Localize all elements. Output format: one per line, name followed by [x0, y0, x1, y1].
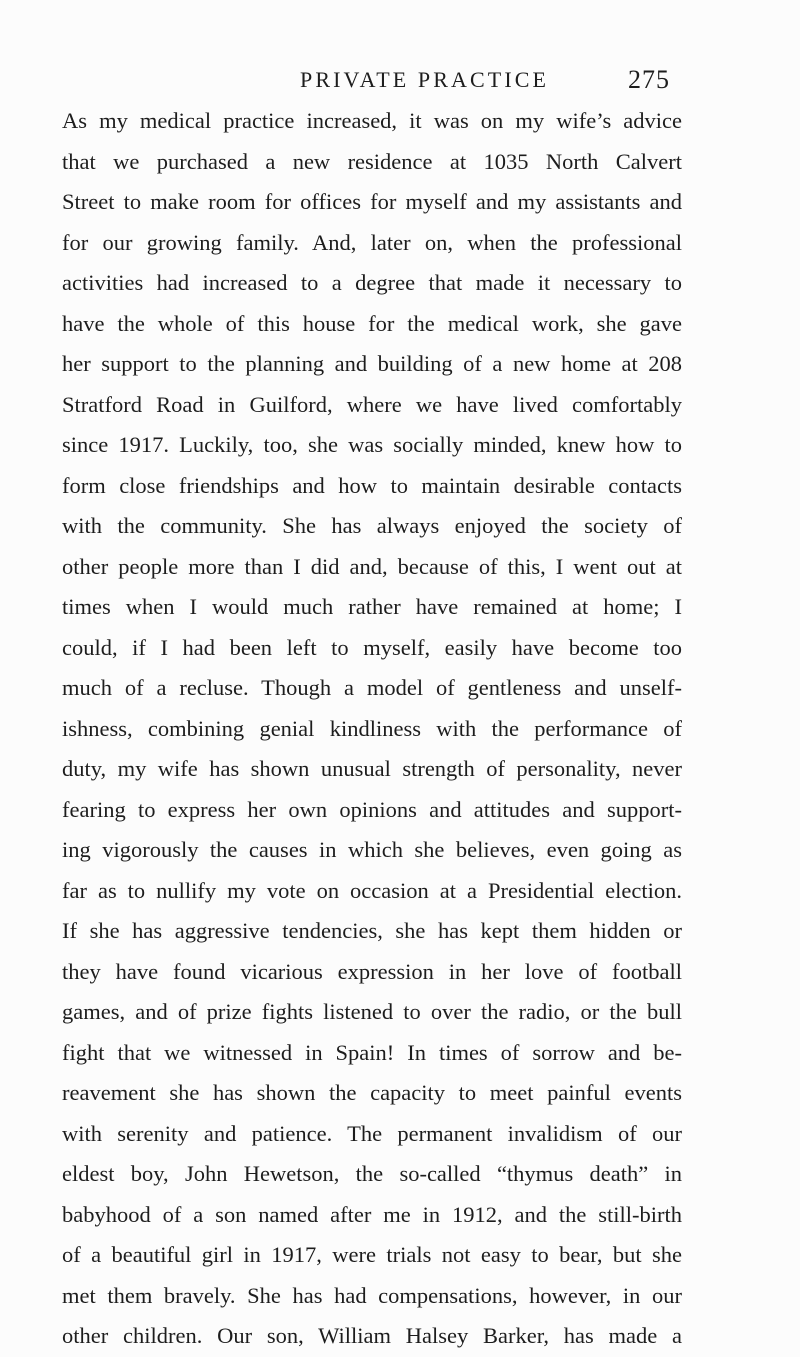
text-line: met them bravely. She has had compensations, however, in our — [62, 1282, 682, 1308]
text-line: form close friendships and how to maintain desirable contacts — [62, 472, 682, 498]
text-line: If she has aggressive tendencies, she has kept them hidden or — [62, 918, 682, 943]
text-line: could, if I had been left to myself, easily have become too — [62, 634, 682, 660]
text-line: her support to the planning and building of a new home at 208 — [62, 351, 682, 376]
text-line: other children. Our son, William Halsey Barker, has made a — [62, 1323, 682, 1348]
text-line: babyhood of a son named after me in 1912, and the still-birth — [62, 1201, 682, 1227]
text-line: that we purchased a new residence at 1035 North Calvert — [62, 148, 682, 174]
text-line: since 1917. Luckily, too, she was socially minded, knew how to — [62, 432, 682, 457]
text-line: much of a recluse. Though a model of gentleness and unself- — [62, 675, 682, 700]
text-line: ishness, combining genial kindliness with the performance of — [62, 715, 682, 741]
body-text — [62, 101, 682, 1357]
text-line: with the community. She has always enjoyed the society of — [62, 513, 682, 538]
text-line: games, and of prize fights listened to over the radio, or the bull — [62, 999, 682, 1024]
text-line: Stratford Road in Guilford, where we have lived comfortably — [62, 391, 682, 417]
text-line: fight that we witnessed in Spain! In times of sorrow and be- — [62, 1039, 682, 1065]
text-line: with serenity and patience. The permanent invalidism of our — [62, 1120, 682, 1146]
text-line: have the whole of this house for the medical work, she gave — [62, 310, 682, 336]
running-head — [0, 60, 800, 100]
text-line: ing vigorously the causes in which she believes, even going as — [62, 837, 682, 862]
text-line: they have found vicarious expression in her love of football — [62, 958, 682, 984]
text-line: far as to nullify my vote on occasion at a Presidential election. — [62, 877, 682, 903]
text-line: As my medical practice increased, it was on my wife’s advice — [62, 108, 682, 133]
page-number: 275 — [628, 65, 670, 94]
text-line: of a beautiful girl in 1917, were trials not easy to bear, but she — [62, 1242, 682, 1267]
text-line: eldest boy, John Hewetson, the so-called “thymus death” in — [62, 1161, 682, 1186]
text-line: reavement she has shown the capacity to meet painful events — [62, 1080, 682, 1105]
text-line: times when I would much rather have remained at home; I — [62, 594, 682, 619]
text-line: other people more than I did and, because of this, I went out at — [62, 553, 682, 579]
text-line: Street to make room for offices for myself and my assistants and — [62, 189, 682, 214]
text-line: duty, my wife has shown unusual strength of personality, never — [62, 756, 682, 781]
running-head-title: PRIVATE PRACTICE — [300, 67, 550, 92]
text-line: for our growing family. And, later on, when the professional — [62, 229, 682, 255]
text-line: activities had increased to a degree that made it necessary to — [62, 270, 682, 295]
text-line: fearing to express her own opinions and attitudes and support- — [62, 796, 682, 822]
